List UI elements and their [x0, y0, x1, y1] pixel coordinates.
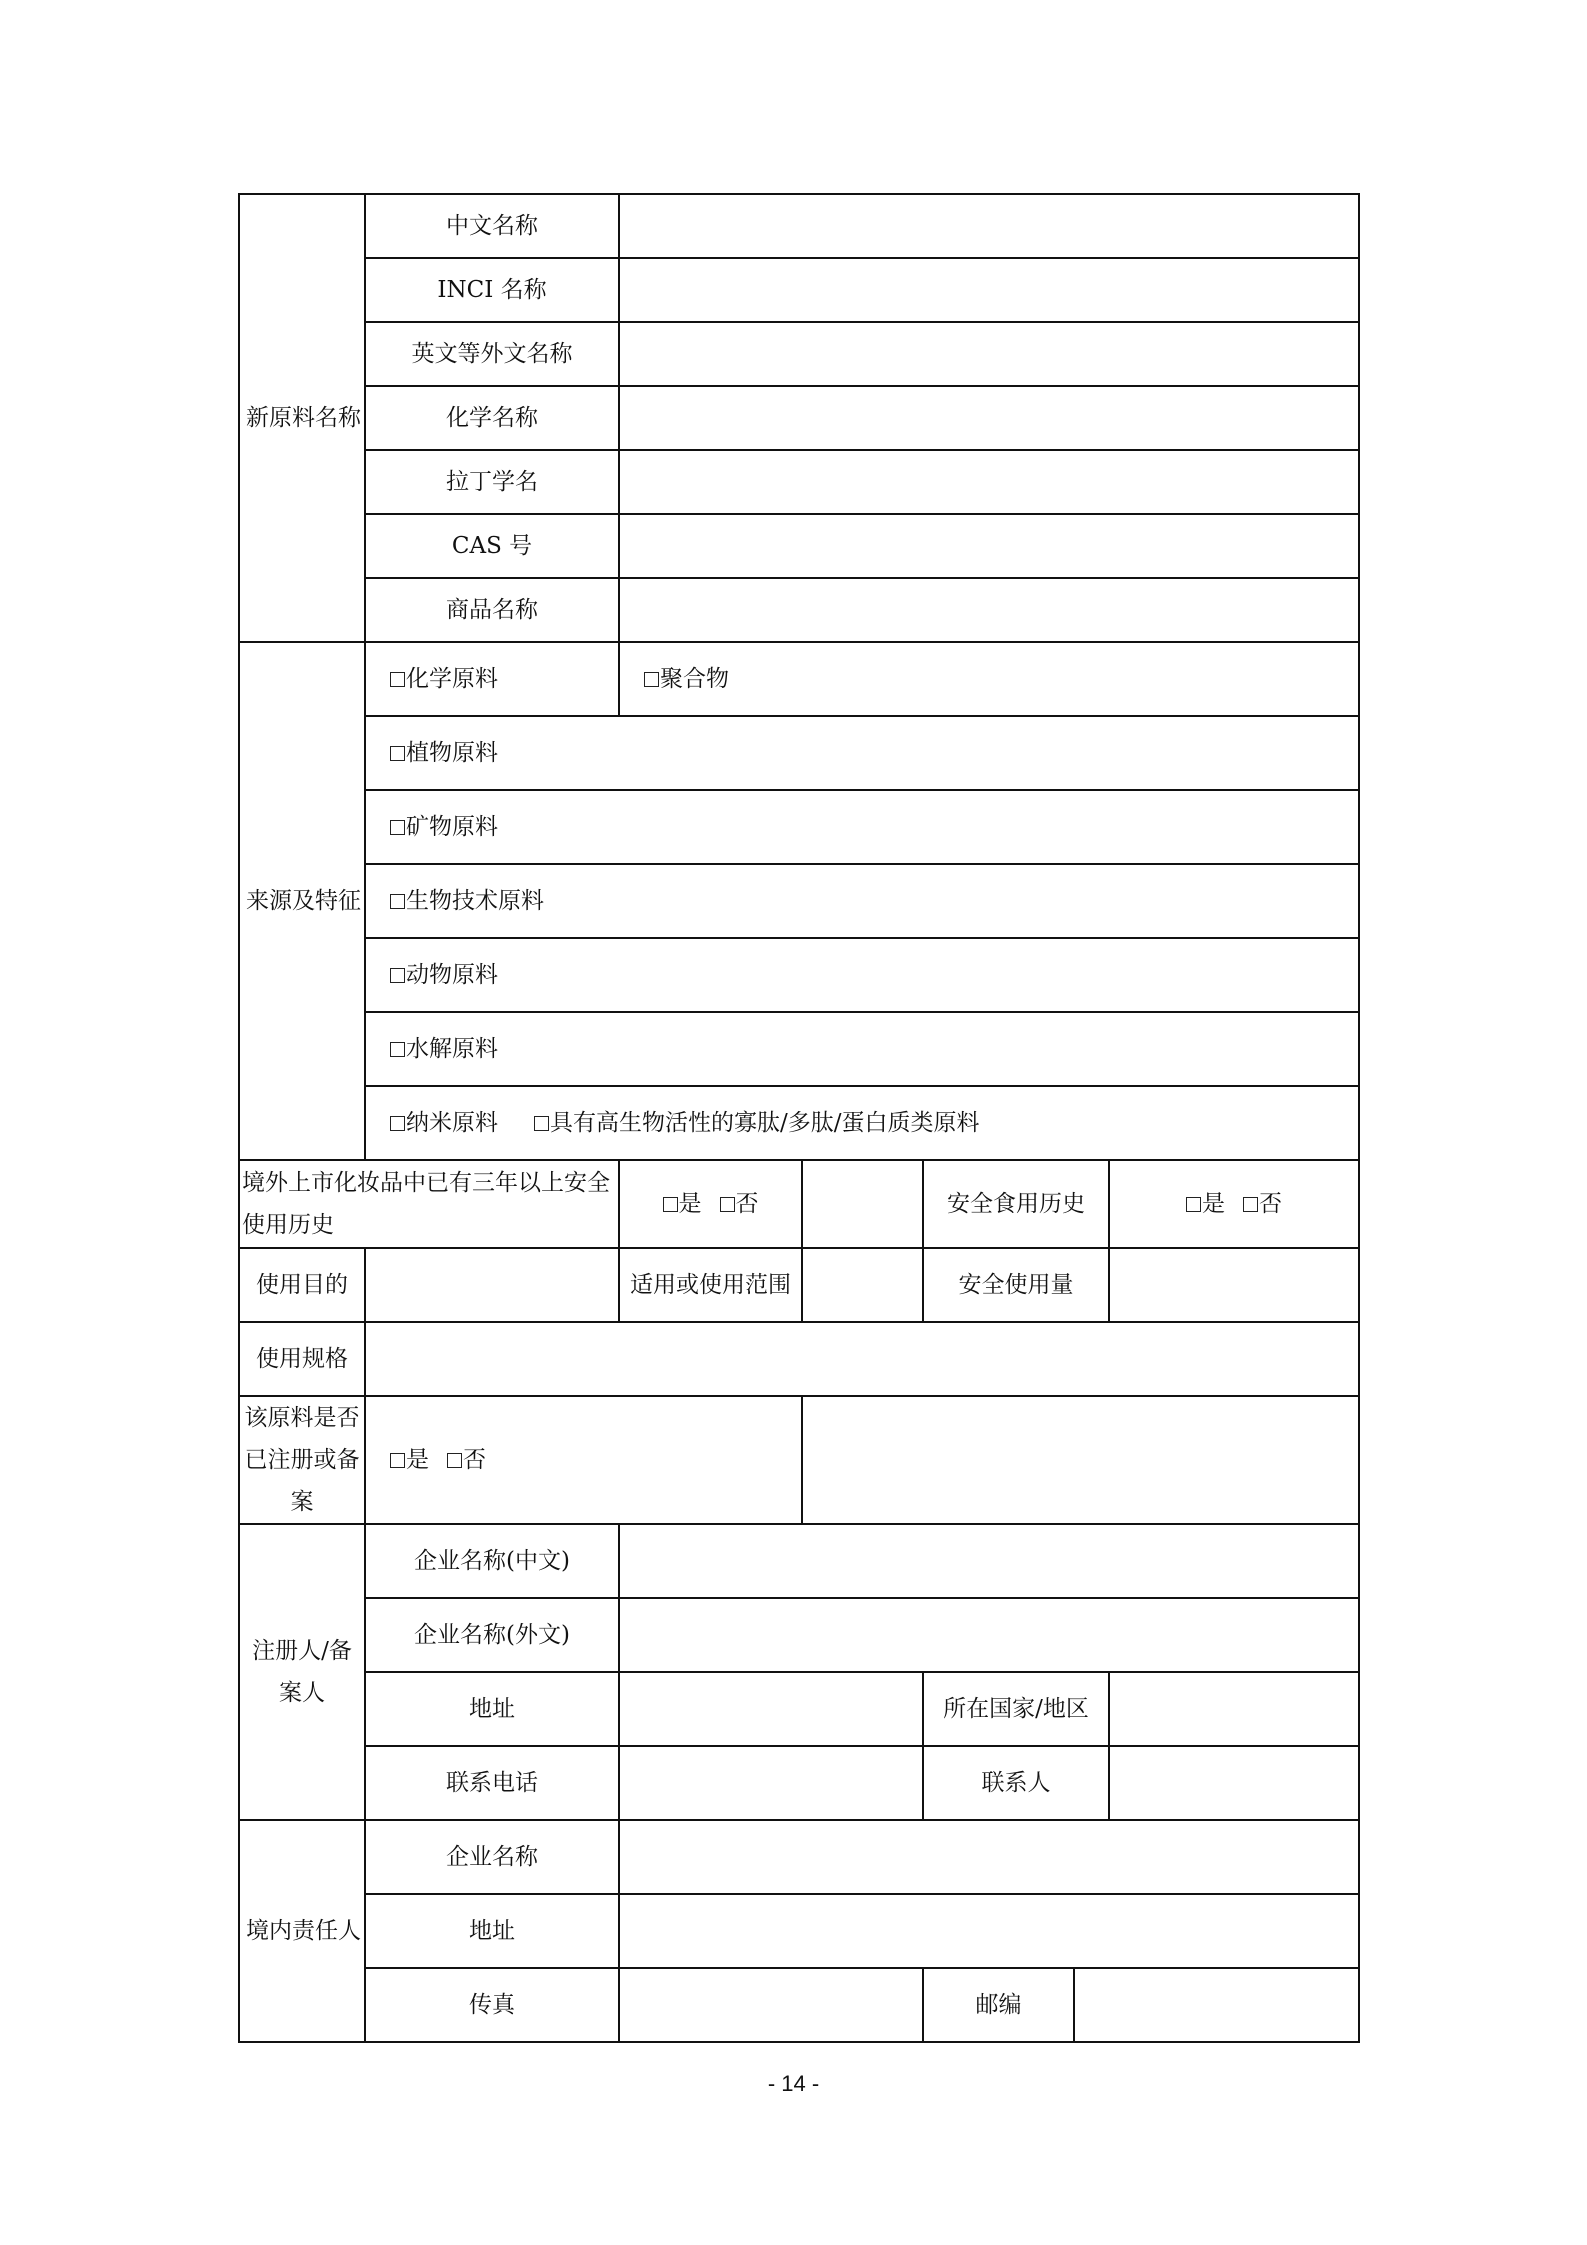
- registered-options: [365, 1396, 802, 1524]
- food-history-options: [1109, 1160, 1359, 1248]
- checkbox-icon[interactable]: [390, 1042, 405, 1057]
- chemical-option[interactable]: 化学原料: [365, 642, 619, 716]
- registrant-phone-label: 联系电话: [365, 1746, 619, 1820]
- registered-no-option[interactable]: 否: [447, 1440, 486, 1480]
- checkbox-icon[interactable]: [390, 820, 405, 835]
- scope-field[interactable]: [802, 1248, 923, 1322]
- registrant-name-foreign-field[interactable]: [619, 1598, 1359, 1672]
- registrant-country-label: 所在国家/地区: [923, 1672, 1109, 1746]
- overseas-yes-option[interactable]: 是: [663, 1184, 702, 1224]
- checkbox-icon[interactable]: [447, 1453, 462, 1468]
- registrant-name-cn-label: 企业名称(中文): [365, 1524, 619, 1598]
- registered-detail-field[interactable]: [802, 1396, 1359, 1524]
- food-no-option[interactable]: 否: [1243, 1184, 1282, 1224]
- domestic-section-label: 境内责任人: [239, 1820, 365, 2042]
- plant-option[interactable]: 植物原料: [365, 716, 1359, 790]
- domestic-fax-label: 传真: [365, 1968, 619, 2042]
- application-form-table: [238, 193, 1360, 2043]
- checkbox-icon[interactable]: [644, 672, 659, 687]
- registrant-address-field[interactable]: [619, 1672, 923, 1746]
- nano-option[interactable]: 纳米原料: [390, 1103, 498, 1143]
- registrant-contact-field[interactable]: [1109, 1746, 1359, 1820]
- registrant-contact-label: 联系人: [923, 1746, 1109, 1820]
- chinese-name-field[interactable]: [619, 194, 1359, 258]
- foreign-name-label: 英文等外文名称: [365, 322, 619, 386]
- trade-name-label: 商品名称: [365, 578, 619, 642]
- checkbox-icon[interactable]: [1243, 1197, 1258, 1212]
- purpose-field[interactable]: [365, 1248, 619, 1322]
- page-number: - 14 -: [767, 2071, 820, 2096]
- registered-yes-option[interactable]: 是: [390, 1440, 429, 1480]
- checkbox-icon[interactable]: [390, 894, 405, 909]
- inci-name-label: INCI 名称: [365, 258, 619, 322]
- checkbox-icon[interactable]: [663, 1197, 678, 1212]
- checkbox-icon[interactable]: [390, 1116, 405, 1131]
- foreign-name-field[interactable]: [619, 322, 1359, 386]
- domestic-name-label: 企业名称: [365, 1820, 619, 1894]
- latin-name-field[interactable]: [619, 450, 1359, 514]
- domestic-name-field[interactable]: [619, 1820, 1359, 1894]
- overseas-history-field[interactable]: [802, 1160, 923, 1248]
- checkbox-icon[interactable]: [1186, 1197, 1201, 1212]
- polymer-option[interactable]: 聚合物: [619, 642, 1359, 716]
- chinese-name-label: 中文名称: [365, 194, 619, 258]
- checkbox-icon[interactable]: [390, 1453, 405, 1468]
- chemical-name-label: 化学名称: [365, 386, 619, 450]
- material-name-section-label: 新原料名称: [239, 194, 365, 642]
- nano-peptide-options: [365, 1086, 1359, 1160]
- registrant-name-foreign-label: 企业名称(外文): [365, 1598, 619, 1672]
- overseas-history-options: [619, 1160, 802, 1248]
- animal-option[interactable]: 动物原料: [365, 938, 1359, 1012]
- inci-name-field[interactable]: [619, 258, 1359, 322]
- trade-name-field[interactable]: [619, 578, 1359, 642]
- registrant-address-label: 地址: [365, 1672, 619, 1746]
- checkbox-icon[interactable]: [390, 672, 405, 687]
- domestic-address-label: 地址: [365, 1894, 619, 1968]
- checkbox-icon[interactable]: [720, 1197, 735, 1212]
- registered-label: 该原料是否已注册或备案: [239, 1396, 365, 1524]
- hydrolyzed-option[interactable]: 水解原料: [365, 1012, 1359, 1086]
- overseas-no-option[interactable]: 否: [720, 1184, 759, 1224]
- domestic-fax-field[interactable]: [619, 1968, 923, 2042]
- chemical-name-field[interactable]: [619, 386, 1359, 450]
- registrant-name-cn-field[interactable]: [619, 1524, 1359, 1598]
- overseas-history-label: 境外上市化妆品中已有三年以上安全使用历史: [239, 1160, 619, 1248]
- food-history-label: 安全食用历史: [923, 1160, 1109, 1248]
- source-section-label: 来源及特征: [239, 642, 365, 1160]
- registrant-section-label: 注册人/备案人: [239, 1524, 365, 1820]
- safe-amount-field[interactable]: [1109, 1248, 1359, 1322]
- domestic-postcode-label: 邮编: [923, 1968, 1074, 2042]
- scope-label: 适用或使用范围: [619, 1248, 802, 1322]
- biotech-option[interactable]: 生物技术原料: [365, 864, 1359, 938]
- cas-number-label: CAS 号: [365, 514, 619, 578]
- registrant-country-field[interactable]: [1109, 1672, 1359, 1746]
- cas-number-field[interactable]: [619, 514, 1359, 578]
- mineral-option[interactable]: 矿物原料: [365, 790, 1359, 864]
- checkbox-icon[interactable]: [534, 1116, 549, 1131]
- peptide-option[interactable]: 具有高生物活性的寡肽/多肽/蛋白质类原料: [534, 1103, 980, 1143]
- spec-label: 使用规格: [239, 1322, 365, 1396]
- domestic-address-field[interactable]: [619, 1894, 1359, 1968]
- checkbox-icon[interactable]: [390, 746, 405, 761]
- checkbox-icon[interactable]: [390, 968, 405, 983]
- latin-name-label: 拉丁学名: [365, 450, 619, 514]
- safe-amount-label: 安全使用量: [923, 1248, 1109, 1322]
- domestic-postcode-field[interactable]: [1074, 1968, 1359, 2042]
- spec-field[interactable]: [365, 1322, 1359, 1396]
- registrant-phone-field[interactable]: [619, 1746, 923, 1820]
- purpose-label: 使用目的: [239, 1248, 365, 1322]
- food-yes-option[interactable]: 是: [1186, 1184, 1225, 1224]
